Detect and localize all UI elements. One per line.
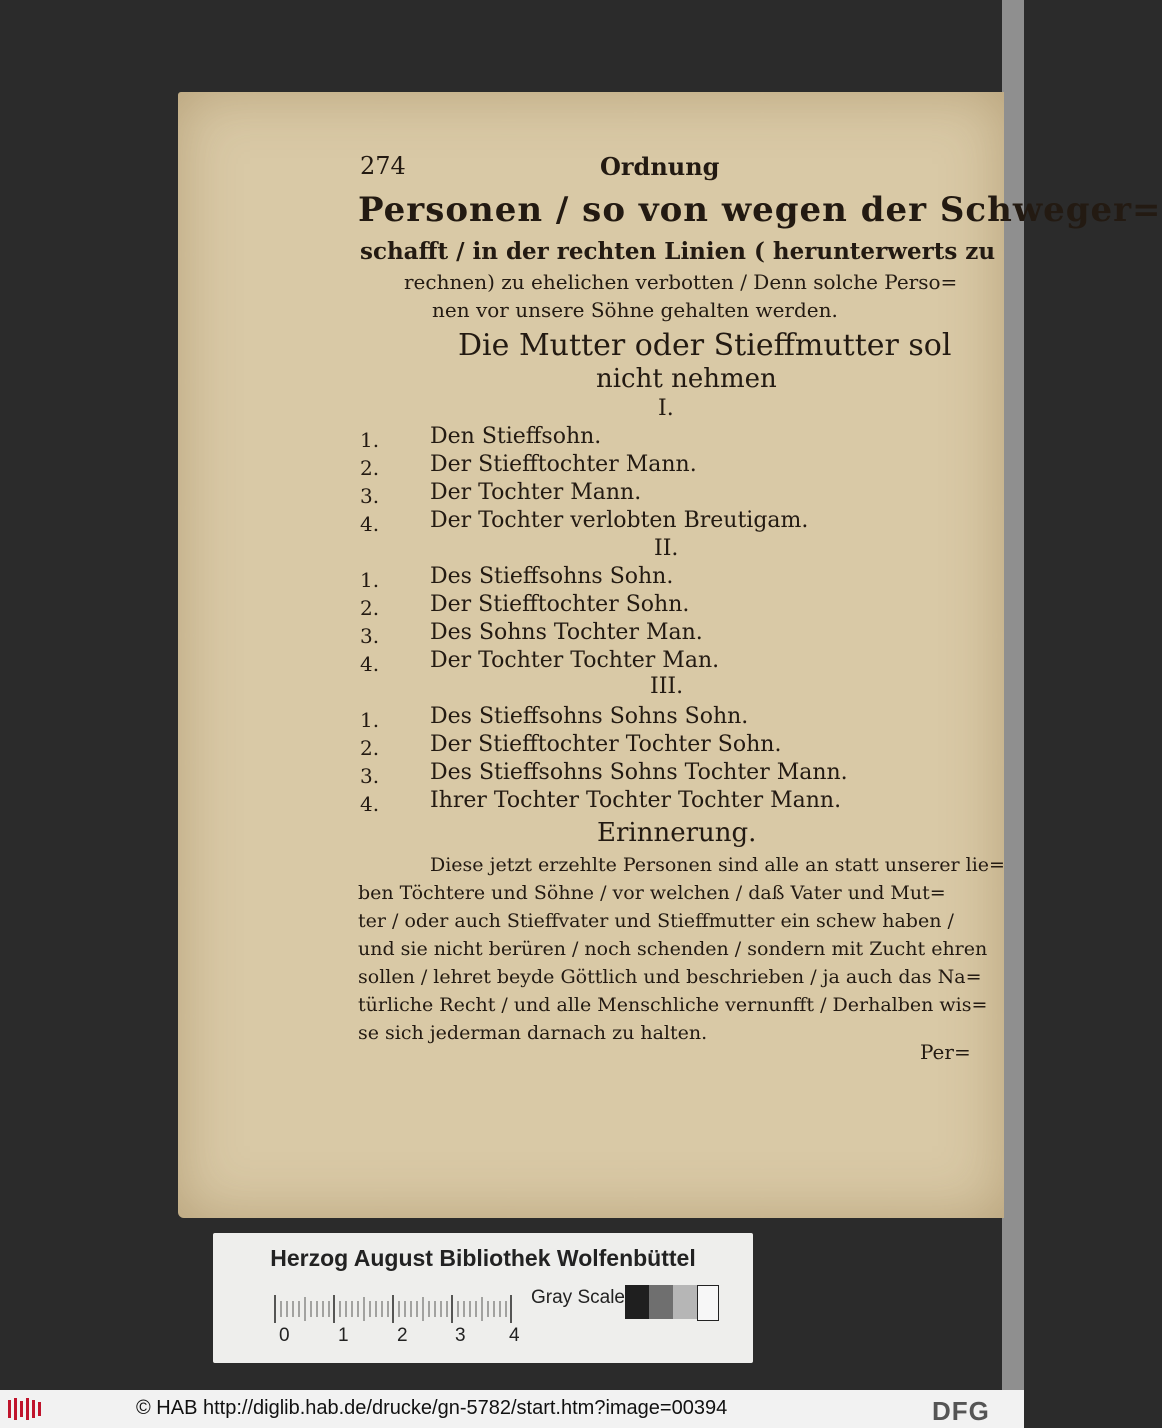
scale-number: 2 — [397, 1325, 408, 1346]
entry-number: 4. — [360, 512, 380, 536]
entry-number: 1. — [360, 708, 380, 732]
entry-text: Den Stieffsohn. — [430, 424, 602, 449]
library-name: Herzog August Bibliothek Wolfenbüttel — [270, 1245, 696, 1271]
page-number: 274 — [360, 152, 406, 180]
entry-text: Der Tochter Mann. — [430, 480, 642, 505]
scale-number: 1 — [338, 1325, 349, 1346]
entry-text: Der Stiefftochter Tochter Sohn. — [430, 732, 782, 757]
title-line-4: nen vor unsere Söhne gehalten werden. — [432, 298, 838, 322]
paragraph-line: und sie nicht berüren / noch schenden / sondern mit Zucht ehren — [358, 938, 988, 960]
running-head: Ordnung — [600, 152, 720, 181]
entry-number: 3. — [360, 764, 380, 788]
paragraph-line: sollen / lehret beyde Göttlich und beschrieben / ja auch das Na= — [358, 966, 982, 988]
gray-scale-label: Gray Scale — [531, 1287, 625, 1308]
copyright-link[interactable]: © HAB http://diglib.hab.de/drucke/gn-5782/start.htm?image=00394 — [136, 1397, 728, 1419]
paragraph-line: türliche Recht / und alle Menschliche vernunfft / Derhalben wis= — [358, 994, 988, 1016]
subtitle-line-1: Die Mutter oder Stieffmutter sol — [458, 328, 952, 363]
paragraph-line: Diese jetzt erzehlte Personen sind alle an statt unserer lie= — [430, 854, 1005, 876]
entry-text: Des Sohns Tochter Man. — [430, 620, 703, 645]
entry-number: 4. — [360, 792, 380, 816]
scale-number: 3 — [455, 1325, 466, 1346]
gray-swatch-light — [673, 1285, 697, 1319]
catchword: Per= — [920, 1040, 971, 1064]
section-numeral-2: II. — [654, 536, 679, 561]
entry-text: Der Stiefftochter Mann. — [430, 452, 697, 477]
entry-number: 4. — [360, 652, 380, 676]
erinnerung-heading: Erinnerung. — [597, 818, 757, 848]
entry-number: 2. — [360, 736, 380, 760]
subtitle-line-2: nicht nehmen — [596, 364, 777, 394]
title-line-2: schafft / in der rechten Linien ( herunterwerts zu — [360, 238, 996, 265]
entry-number: 2. — [360, 596, 380, 620]
scale-number: 4 — [509, 1325, 520, 1346]
hab-logo-icon — [8, 1398, 42, 1420]
entry-text: Des Stieffsohns Sohn. — [430, 564, 674, 589]
color-reference-card — [213, 1233, 753, 1363]
gray-swatch-black — [625, 1285, 649, 1319]
title-line-3: rechnen) zu ehelichen verbotten / Denn solche Perso= — [404, 270, 958, 294]
paragraph-line: ter / oder auch Stieffvater und Stieffmutter ein schew haben / — [358, 910, 954, 932]
viewer-footer — [0, 1390, 1024, 1428]
ruler-scale — [275, 1295, 535, 1323]
paragraph-line: se sich jederman darnach zu halten. — [358, 1022, 708, 1044]
dfg-logo: DFG — [932, 1396, 990, 1426]
entry-number: 1. — [360, 568, 380, 592]
entry-number: 3. — [360, 484, 380, 508]
entry-number: 3. — [360, 624, 380, 648]
gray-swatch-white — [697, 1285, 719, 1321]
title-line-1: Personen / so von wegen der Schweger= — [358, 190, 1162, 230]
section-numeral-3: III. — [650, 674, 684, 699]
scale-number: 0 — [279, 1325, 290, 1346]
gray-swatch-dark — [649, 1285, 673, 1319]
entry-number: 1. — [360, 428, 380, 452]
section-numeral-1: I. — [658, 396, 674, 421]
entry-text: Der Tochter verlobten Breutigam. — [430, 508, 809, 533]
paragraph-line: ben Töchtere und Söhne / vor welchen / daß Vater und Mut= — [358, 882, 946, 904]
entry-text: Des Stieffsohns Sohns Tochter Mann. — [430, 760, 848, 785]
entry-text: Der Tochter Tochter Man. — [430, 648, 720, 673]
entry-text: Der Stiefftochter Sohn. — [430, 592, 690, 617]
entry-text: Des Stieffsohns Sohns Sohn. — [430, 704, 749, 729]
entry-text: Ihrer Tochter Tochter Tochter Mann. — [430, 788, 842, 813]
entry-number: 2. — [360, 456, 380, 480]
